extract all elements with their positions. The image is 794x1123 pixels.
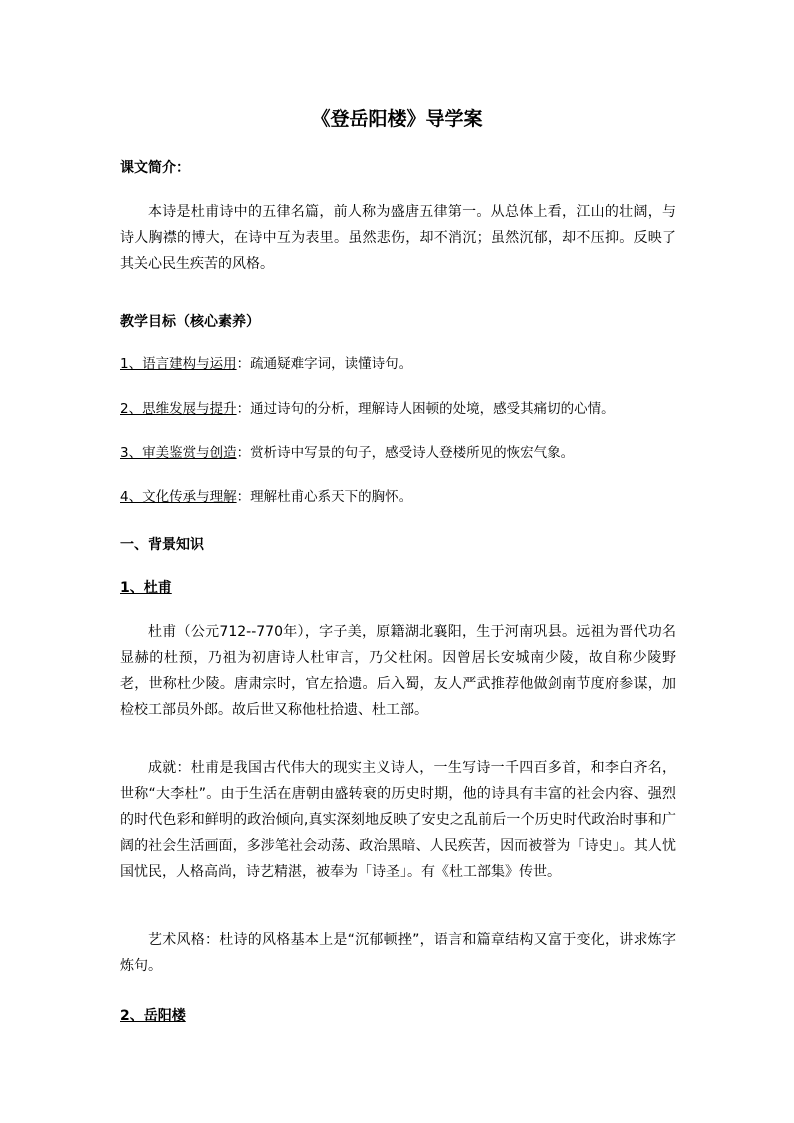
dufu-bio-paragraph: 杜甫（公元712--770年），字子美，原籍湖北襄阳，生于河南巩县。远祖为晋代功名显赫的杜预，乃祖为初唐诗人杜审言，乃父杜闲。因曾居长安城南少陵，故自称少陵野老，世称杜少陵。唐肃宗时，官左拾遗。后入蜀，友人严武推荐他做剑南节度府参谋，加检校工部员外郎。故后世又称他杜拾遗、杜工部。 xyxy=(120,624,676,718)
goal-label: 2、思维发展与提升 xyxy=(120,401,237,417)
document-title: 《登岳阳楼》导学案 xyxy=(311,108,483,130)
dufu-achievement-paragraph: 成就：杜甫是我国古代伟大的现实主义诗人，一生写诗一千四百多首，和李白齐名，世称“大李杜”。由于生活在唐朝由盛转衰的历史时期，他的诗具有丰富的社会内容、强烈的时代色彩和鲜明的政治倾向,真实深刻地反映了安史之乱前后一个历史时代政治时事和广阔的社会生活画面，多涉笔社会动荡、政治黑暗、人民疾苦，因而被誉为「诗史」。其人忧国忧民，人格高尚，诗艺精湛，被奉为「诗圣」。有《杜工部集》传世。 xyxy=(120,760,676,880)
goal-item xyxy=(120,354,676,374)
intro-heading: 课文简介： xyxy=(120,160,190,176)
goal-label: 4、文化传承与理解 xyxy=(120,489,237,505)
goal-item xyxy=(120,399,676,419)
goal-label: 3、审美鉴赏与创造 xyxy=(120,445,237,461)
intro-paragraph: 本诗是杜甫诗中的五律名篇，前人称为盛唐五律第一。从总体上看，江山的壮阔，与诗人胸襟的博大，在诗中互为表里。虽然悲伤，却不消沉；虽然沉郁，却不压抑。反映了其关心民生疾苦的风格。 xyxy=(120,204,676,272)
background-heading: 一、背景知识 xyxy=(120,537,204,553)
dufu-style-paragraph: 艺术风格：杜诗的风格基本上是“沉郁顿挫”，语言和篇章结构又富于变化，讲求炼字炼句。 xyxy=(120,932,676,974)
goal-item xyxy=(120,443,676,463)
goals-heading: 教学目标（核心素养） xyxy=(120,314,260,330)
goal-label: 1、语言建构与运用 xyxy=(120,356,237,372)
goal-text: ：赏析诗中写景的句子，感受诗人登楼所见的恢宏气象。 xyxy=(236,445,575,461)
goal-item xyxy=(120,487,676,507)
yueyang-heading: 2、岳阳楼 xyxy=(120,1008,186,1024)
dufu-heading: 1、杜甫 xyxy=(120,580,172,596)
goal-text: ：疏通疑难字词，读懂诗句。 xyxy=(236,356,413,372)
goal-text: ：理解杜甫心系天下的胸怀。 xyxy=(236,489,413,505)
goal-text: ：通过诗句的分析，理解诗人困顿的处境，感受其痛切的心情。 xyxy=(236,401,615,417)
